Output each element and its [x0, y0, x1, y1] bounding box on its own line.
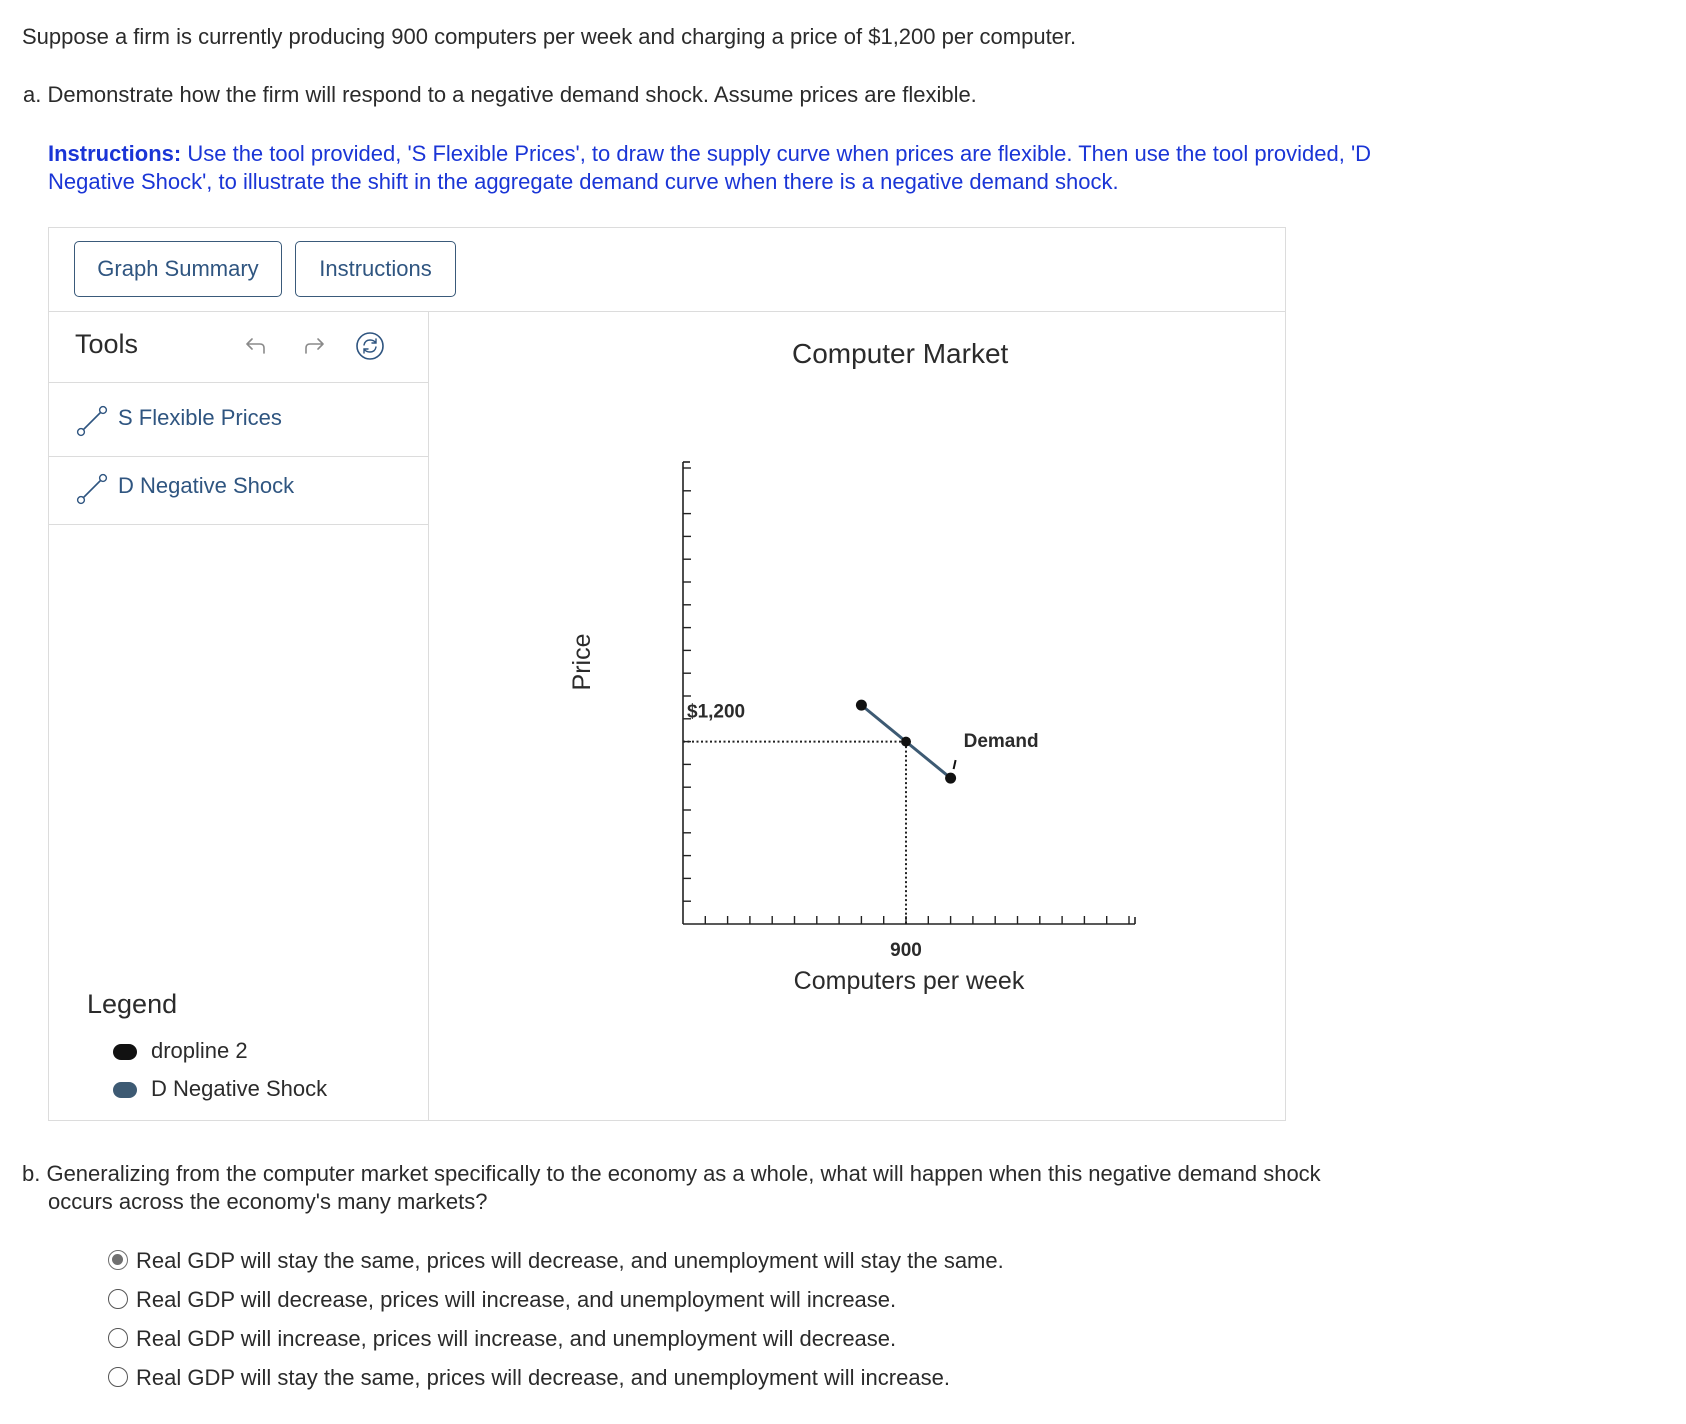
instructions-text: [48, 140, 1378, 196]
tool-label: D Negative Shock: [118, 473, 295, 498]
question-intro: Suppose a firm is currently producing 900 computers per week and charging a price of $1,200 per computer.: [22, 24, 1077, 49]
legend-swatch: [113, 1044, 137, 1060]
instructions-button[interactable]: Instructions: [295, 241, 456, 297]
tools-header: [49, 311, 428, 383]
question-part-b-line1: b. Generalizing from the computer market specifically to the economy as a whole, what will happen when this negative demand shock: [22, 1161, 1321, 1186]
instructions-body: Use the tool provided, 'S Flexible Prices', to draw the supply curve when prices are flexible. Then use the tool provided, 'D Negative Shock', to illustrate the shift in the aggregate demand curve when there is a negative demand shock.: [48, 141, 1372, 194]
legend-label: dropline 2: [151, 1038, 248, 1063]
curve-label-leader: [954, 760, 956, 769]
radio-button[interactable]: [108, 1250, 128, 1270]
tool-s-flexible-prices[interactable]: [49, 383, 428, 457]
tools-title: Tools: [75, 329, 139, 359]
line-tool-icon: [76, 473, 108, 505]
y-axis-label: Price: [568, 633, 596, 691]
graph-summary-button[interactable]: Graph Summary: [74, 241, 282, 297]
question-part-b: [22, 1160, 1442, 1216]
tools-sidebar: [49, 311, 429, 1121]
question-part-a: a. Demonstrate how the firm will respond to a negative demand shock. Assume prices are flexible.: [23, 82, 977, 107]
option-label: Real GDP will stay the same, prices will decrease, and unemployment will increase.: [136, 1365, 950, 1390]
option-label: Real GDP will increase, prices will increase, and unemployment will decrease.: [136, 1326, 897, 1351]
legend-label: D Negative Shock: [151, 1076, 328, 1101]
option-label: Real GDP will decrease, prices will increase, and unemployment will increase.: [136, 1287, 897, 1312]
reset-icon[interactable]: [355, 331, 385, 361]
demand-label: Demand: [963, 731, 1039, 753]
chart-area[interactable]: [540, 440, 1160, 1010]
radio-button[interactable]: [108, 1289, 128, 1309]
curve-point: [901, 737, 911, 747]
radio-button[interactable]: [108, 1367, 128, 1387]
x-axis-label: Computers per week: [793, 967, 1025, 995]
redo-icon[interactable]: [300, 333, 328, 361]
option-label: Real GDP will stay the same, prices will decrease, and unemployment will stay the same.: [136, 1248, 1004, 1273]
curve-point: [856, 700, 867, 711]
tool-d-negative-shock[interactable]: [49, 451, 428, 525]
undo-icon[interactable]: [242, 333, 270, 361]
instructions-label: Instructions:: [48, 141, 182, 166]
tool-label: S Flexible Prices: [118, 405, 282, 430]
legend-title: Legend: [87, 989, 178, 1019]
curve-point: [945, 773, 956, 784]
radio-button[interactable]: [108, 1328, 128, 1348]
legend-swatch: [113, 1082, 137, 1098]
y-tick-label: $1,200: [687, 701, 746, 723]
chart-title: Computer Market: [792, 338, 1009, 369]
question-part-b-line2: occurs across the economy's many markets?: [48, 1189, 488, 1214]
x-tick-label: 900: [890, 940, 922, 961]
panel-toolbar: [49, 228, 1285, 312]
line-tool-icon: [76, 405, 108, 437]
